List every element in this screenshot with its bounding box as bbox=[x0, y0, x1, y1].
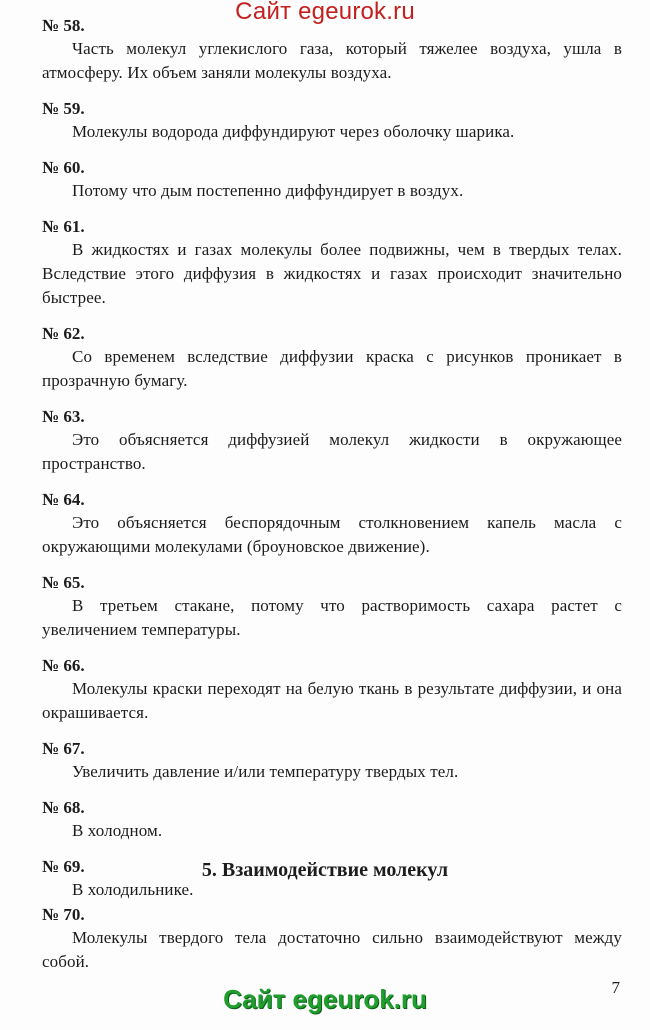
answer-text: Это объясняется беспорядочным столкновением капель масла с окружающими молекулами (броуновское движение). bbox=[42, 513, 622, 556]
answer-text: Увеличить давление и/или температуру твердых тел. bbox=[72, 762, 459, 781]
answer-number: № 64. bbox=[42, 490, 85, 509]
answer-68 bbox=[42, 796, 622, 843]
answer-61 bbox=[42, 215, 622, 310]
answer-70 bbox=[42, 903, 622, 974]
answers-list bbox=[42, 14, 622, 914]
answer-number: № 60. bbox=[42, 158, 85, 177]
answer-number: № 59. bbox=[42, 99, 85, 118]
section-title: 5. Взаимодействие молекул bbox=[201, 859, 449, 881]
answer-number: № 58. bbox=[42, 16, 85, 35]
answer-text: Часть молекул углекислого газа, который тяжелее воздуха, ушла в атмосферу. Их объем заняли молекулы воздуха. bbox=[42, 39, 622, 82]
section-answers-list bbox=[42, 903, 622, 986]
page-number: 7 bbox=[611, 978, 620, 997]
answer-64 bbox=[42, 488, 622, 559]
answer-text: В холодном. bbox=[72, 821, 163, 840]
answer-67 bbox=[42, 737, 622, 784]
answer-number: № 69. bbox=[42, 857, 85, 876]
answer-number: № 67. bbox=[42, 739, 85, 758]
answer-number: № 62. bbox=[42, 324, 85, 343]
answer-text: В жидкостях и газах молекулы более подвижны, чем в твердых телах. Вследствие этого диффузия в жидкостях и газах происходит значительно быстрее. bbox=[42, 240, 622, 307]
answer-66 bbox=[42, 654, 622, 725]
answer-text: Со временем вследствие диффузии краска с рисунков проникает в прозрачную бумагу. bbox=[42, 347, 622, 390]
answer-text: Молекулы краски переходят на белую ткань в результате диффузии, и она окрашивается. bbox=[42, 679, 622, 722]
answer-number: № 66. bbox=[42, 656, 85, 675]
watermark-top: Сайт egeurok.ru bbox=[235, 0, 415, 25]
answer-number: № 63. bbox=[42, 407, 85, 426]
answer-text: Это объясняется диффузией молекул жидкости в окружающее пространство. bbox=[42, 430, 622, 473]
answer-text: Молекулы водорода диффундируют через оболочку шарика. bbox=[72, 122, 515, 141]
answer-text: Молекулы твердого тела достаточно сильно взаимодействуют между собой. bbox=[42, 928, 622, 971]
answer-text: В третьем стакане, потому что растворимость сахара растет с увеличением температуры. bbox=[42, 596, 622, 639]
answer-65 bbox=[42, 571, 622, 642]
answer-number: № 65. bbox=[42, 573, 85, 592]
answer-number: № 61. bbox=[42, 217, 85, 236]
answer-62 bbox=[42, 322, 622, 393]
answer-number: № 70. bbox=[42, 905, 85, 924]
answer-text: В холодильнике. bbox=[72, 880, 194, 899]
answer-58 bbox=[42, 14, 622, 85]
answer-63 bbox=[42, 405, 622, 476]
watermark-bottom: Сайт egeurok.ru bbox=[223, 984, 427, 1014]
answer-60 bbox=[42, 156, 622, 203]
answer-59 bbox=[42, 97, 622, 144]
answer-text: Потому что дым постепенно диффундирует в воздух. bbox=[72, 181, 464, 200]
answer-number: № 68. bbox=[42, 798, 85, 817]
